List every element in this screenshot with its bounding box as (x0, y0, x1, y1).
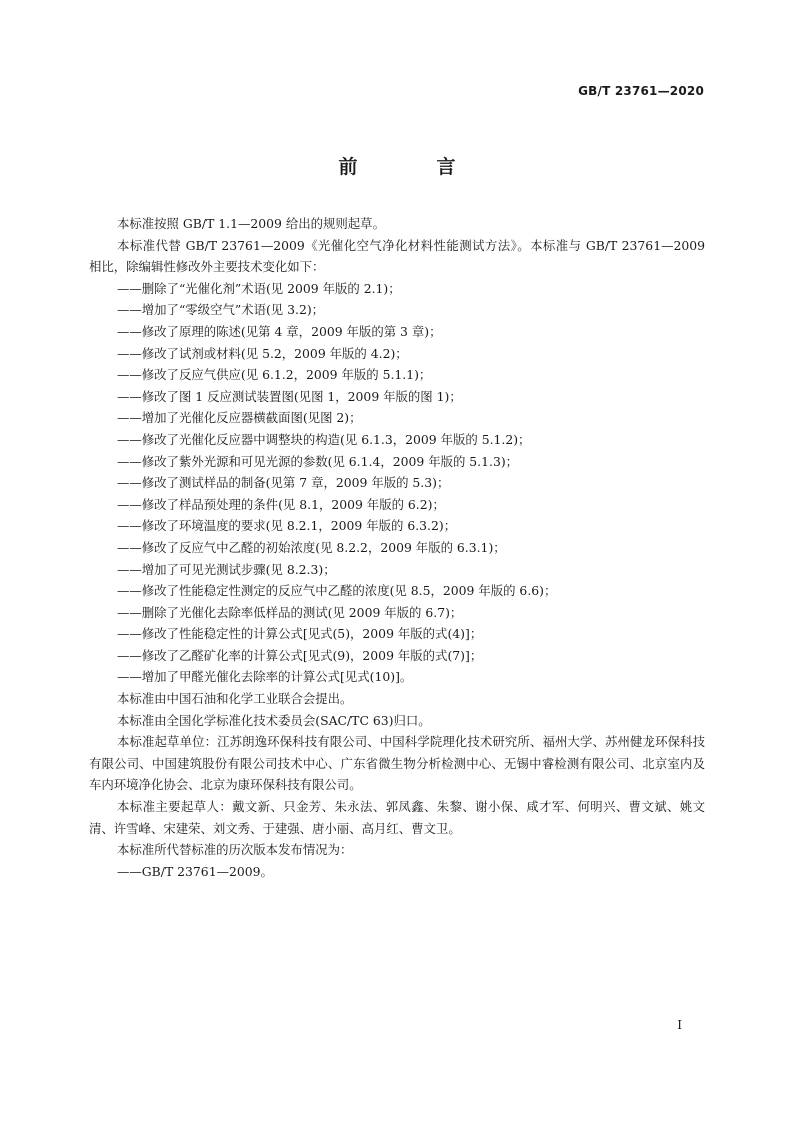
foreword-body (89, 213, 705, 882)
page-number: I (677, 1018, 682, 1032)
history-item: ——GB/T 23761—2009。 (117, 863, 273, 879)
change-item: ——增加了甲醛光催化去除率的计算公式[见式(10)]。 (117, 669, 413, 685)
change-item: ——增加了可见光测试步骤(见 8.2.3)； (117, 561, 336, 577)
paragraph-drafting-rules: 本标准按照 GB/T 1.1—2009 给出的规则起草。 (117, 216, 385, 231)
changes-list (89, 278, 705, 688)
standard-code: GB/T 23761—2020 (578, 84, 704, 98)
change-item: ——修改了反应气中乙醛的初始浓度(见 8.2.2，2009 年版的 6.3.1)； (117, 539, 506, 555)
change-item: ——删除了“光催化剂”术语(见 2009 年版的 2.1)； (117, 280, 401, 296)
change-item: ——修改了乙醛矿化率的计算公式[见式(9)，2009 年版的式(7)]； (117, 647, 483, 663)
change-item: ——修改了性能稳定性的计算公式[见式(5)，2009 年版的式(4)]； (117, 626, 483, 642)
paragraph-drafters: 本标准主要起草人：戴文新、只金芳、朱永法、郭凤鑫、朱黎、谢小保、咸才军、何明兴、曹文斌、姚文清、许雪峰、宋建荣、刘文秀、于建强、唐小丽、高月红、曹文卫。 (89, 799, 705, 836)
change-item: ——修改了反应气供应(见 6.1.2，2009 年版的 5.1.1)； (117, 367, 432, 383)
paragraph-committee: 本标准由全国化学标准化技术委员会(SAC/TC 63)归口。 (117, 712, 431, 728)
change-item: ——修改了测试样品的制备(见第 7 章，2009 年版的 5.3)； (117, 475, 450, 491)
paragraph-history-intro: 本标准所代替标准的历次版本发布情况为： (117, 842, 353, 858)
change-item: ——修改了性能稳定性测定的反应气中乙醛的浓度(见 8.5，2009 年版的 6.6)； (117, 583, 557, 599)
change-item: ——增加了“零级空气”术语(见 3.2)； (117, 302, 325, 318)
change-item: ——修改了环境温度的要求(见 8.2.1，2009 年版的 6.3.2)； (117, 518, 457, 534)
page-title: 前 言 (338, 156, 486, 178)
change-item: ——删除了光催化去除率低样品的测试(见 2009 年版的 6.7)； (117, 604, 463, 620)
change-item: ——增加了光催化反应器横截面图(见图 2)； (117, 410, 362, 426)
paragraph-drafting-units: 本标准起草单位：江苏朗逸环保科技有限公司、中国科学院理化技术研究所、福州大学、苏州健龙环保科技有限公司、中国建筑股份有限公司技术中心、广东省微生物分析检测中心、无锡中睿检测有限公司、北京室内及车内环境净化协会、北京为康环保科技有限公司。 (89, 734, 705, 793)
change-item: ——修改了光催化反应器中调整块的构造(见 6.1.3，2009 年版的 5.1.2)； (117, 431, 531, 447)
change-item: ——修改了图 1 反应测试装置图(见图 1，2009 年版的图 1)； (117, 388, 462, 404)
change-item: ——修改了试剂或材料(见 5.2，2009 年版的 4.2)； (117, 345, 408, 361)
paragraph-proposer: 本标准由中国石油和化学工业联合会提出。 (117, 691, 353, 707)
paragraph-replacement: 本标准代替 GB/T 23761—2009《光催化空气净化材料性能测试方法》。本标准与 GB/T 23761—2009 相比，除编辑性修改外主要技术变化如下： (89, 237, 705, 275)
change-item: ——修改了原理的陈述(见第 4 章，2009 年版的第 3 章)； (117, 323, 442, 339)
change-item: ——修改了样品预处理的条件(见 8.1，2009 年版的 6.2)； (117, 496, 445, 512)
change-item: ——修改了紫外光源和可见光源的参数(见 6.1.4，2009 年版的 5.1.3)； (117, 453, 519, 469)
